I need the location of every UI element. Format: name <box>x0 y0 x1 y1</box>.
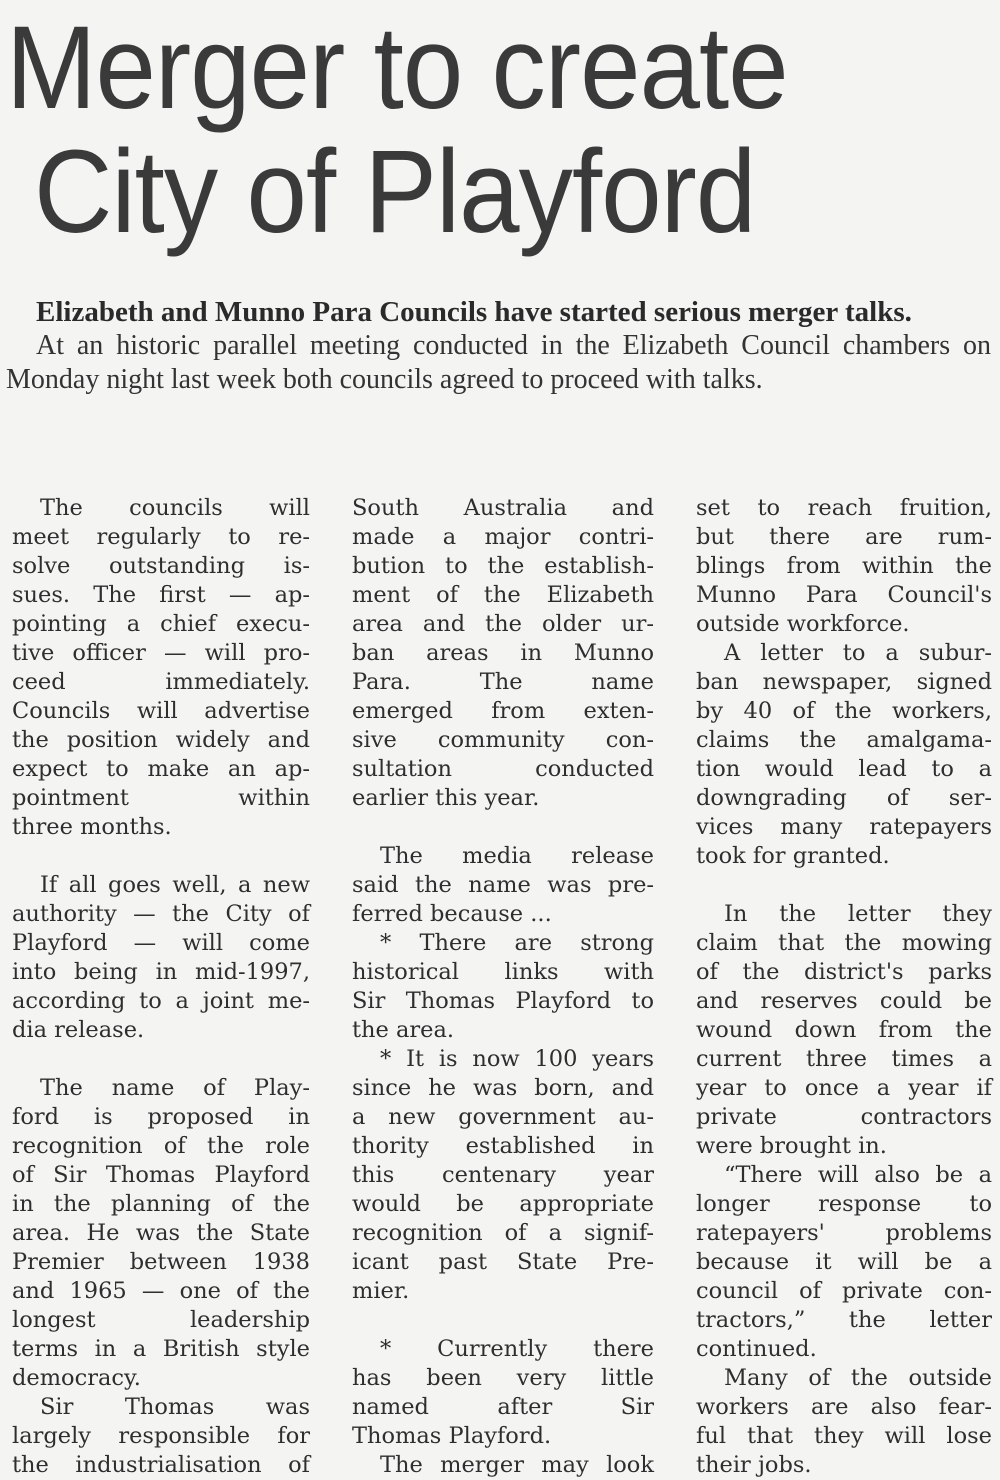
text-line: If all goes well, a new <box>40 872 310 898</box>
text-line: current three times a <box>696 1046 992 1072</box>
text-line: workers are also fear- <box>696 1394 992 1420</box>
headline-line-1: Merger to create <box>6 2 788 134</box>
text-line: set to reach fruition, <box>696 495 992 521</box>
text-line: according to a joint me- <box>12 988 310 1014</box>
text-line: Sir Thomas Playford to <box>352 988 654 1014</box>
text-line: ful that they will lose <box>696 1423 992 1449</box>
text-line: by 40 of the workers, <box>696 698 992 724</box>
text-line: “There will also be a <box>724 1162 992 1188</box>
text-line: longer response to <box>696 1191 992 1217</box>
text-line: dia release. <box>12 1017 145 1043</box>
text-line: Councils will advertise <box>12 698 310 724</box>
text-line: in the planning of the <box>12 1191 310 1217</box>
text-line: Many of the outside <box>724 1365 992 1391</box>
text-line: terms in a British style <box>12 1336 310 1362</box>
text-line: year to once a year if <box>696 1075 992 1101</box>
article-intro <box>6 295 991 397</box>
text-line: private contractors <box>696 1104 992 1130</box>
text-line: the position widely and <box>12 727 310 753</box>
text-line: South Australia and <box>352 495 654 521</box>
text-line: A letter to a subur- <box>724 640 992 666</box>
text-line: a new government au- <box>352 1104 654 1130</box>
text-line: said the name was pre- <box>352 872 654 898</box>
text-line: The councils will <box>40 495 310 521</box>
text-line: thority established in <box>352 1133 654 1159</box>
text-line: claim that the mowing <box>696 930 992 956</box>
text-line: this centenary year <box>352 1162 654 1188</box>
text-line: of Sir Thomas Playford <box>12 1162 310 1188</box>
text-line: democracy. <box>12 1365 141 1391</box>
text-line: but there are rum- <box>696 524 992 550</box>
text-line: meet regularly to re- <box>12 524 310 550</box>
text-line: ford is proposed in <box>12 1104 310 1130</box>
text-line: made a major contri- <box>352 524 654 550</box>
text-line: emerged from exten- <box>352 698 654 724</box>
text-line: outside workforce. <box>696 611 910 637</box>
text-line: ratepayers' problems <box>696 1220 992 1246</box>
article-column-3 <box>696 494 992 1480</box>
paragraph-gap <box>352 813 654 842</box>
text-line: bution to the establish- <box>352 553 654 579</box>
text-line: Munno Para Council's <box>696 582 992 608</box>
text-line: since he was born, and <box>352 1075 654 1101</box>
text-line: Thomas Playford. <box>352 1423 552 1449</box>
text-line: vices many ratepayers <box>696 814 992 840</box>
text-line: claims the amalgama- <box>696 727 992 753</box>
text-line: ferred because ... <box>352 901 552 927</box>
text-line: would be appropriate <box>352 1191 654 1217</box>
text-line: earlier this year. <box>352 785 540 811</box>
text-line: their jobs. <box>696 1452 812 1478</box>
text-line: The media release <box>380 843 654 869</box>
text-line: tion would lead to a <box>696 756 992 782</box>
text-line: ceed immediately. <box>12 669 310 695</box>
text-line: Premier between 1938 <box>12 1249 310 1275</box>
text-line: solve outstanding is- <box>12 553 310 579</box>
text-line: longest leadership <box>12 1307 310 1333</box>
text-line: ban newspaper, signed <box>696 669 992 695</box>
text-line: because it will be a <box>696 1249 992 1275</box>
text-line: pointing a chief execu- <box>12 611 310 637</box>
bullet-line: * There are strong <box>380 930 654 956</box>
article-kicker: Elizabeth and Munno Para Councils have started serious merger talks. <box>36 296 912 328</box>
text-line: wound down from the <box>696 1017 992 1043</box>
text-line: historical links with <box>352 959 654 985</box>
text-line: pointment within <box>12 785 310 811</box>
text-line: authority — the City of <box>12 901 310 927</box>
text-line: took for granted. <box>696 843 890 869</box>
text-line: recognition of the role <box>12 1133 310 1159</box>
text-line: has been very little <box>352 1365 654 1391</box>
text-line: were brought in. <box>696 1133 887 1159</box>
text-line: council of private con- <box>696 1278 992 1304</box>
text-line: ban areas in Munno <box>352 640 654 666</box>
headline-line-2: City of Playford <box>34 126 756 258</box>
text-line: Playford — will come <box>12 930 310 956</box>
text-line: of the district's parks <box>696 959 992 985</box>
article-column-2 <box>352 494 654 1480</box>
bullet-line: * Currently there <box>380 1336 654 1362</box>
text-line: area and the older ur- <box>352 611 654 637</box>
text-line: and reserves could be <box>696 988 992 1014</box>
text-line: named after Sir <box>352 1394 654 1420</box>
text-line: expect to make an ap- <box>12 756 310 782</box>
text-line: into being in mid-1997, <box>12 959 310 985</box>
text-line: The name of Play- <box>40 1075 310 1101</box>
bullet-line: * It is now 100 years <box>380 1046 654 1072</box>
text-line: sive community con- <box>352 727 654 753</box>
text-line: and 1965 — one of the <box>12 1278 310 1304</box>
text-line: the industrialisation of <box>12 1452 310 1478</box>
text-line: the area. <box>352 1017 455 1043</box>
text-line: area. He was the State <box>12 1220 310 1246</box>
text-line: ment of the Elizabeth <box>352 582 654 608</box>
text-line: three months. <box>12 814 172 840</box>
text-line: continued. <box>696 1336 817 1362</box>
text-line: sultation conducted <box>352 756 654 782</box>
paragraph-gap <box>696 871 992 900</box>
text-line: sues. The first — ap- <box>12 582 310 608</box>
text-line: recognition of a signif- <box>352 1220 654 1246</box>
text-line: The merger may look <box>380 1452 654 1478</box>
article-lede: At an historic parallel meeting conducted in the Elizabeth Council chambers on Monday night last week both councils agreed to proceed with talks. <box>6 330 991 395</box>
article-column-1 <box>12 494 310 1480</box>
paragraph-gap <box>352 1306 654 1335</box>
text-line: icant past State Pre- <box>352 1249 654 1275</box>
text-line: mier. <box>352 1278 410 1304</box>
paragraph-gap <box>12 842 310 871</box>
text-line: Para. The name <box>352 669 654 695</box>
text-line: Sir Thomas was <box>40 1394 310 1420</box>
text-line: largely responsible for <box>12 1423 310 1449</box>
text-line: tractors,” the letter <box>696 1307 992 1333</box>
paragraph-gap <box>12 1045 310 1074</box>
text-line: downgrading of ser- <box>696 785 992 811</box>
text-line: tive officer — will pro- <box>12 640 310 666</box>
text-line: blings from within the <box>696 553 992 579</box>
text-line: In the letter they <box>724 901 992 927</box>
